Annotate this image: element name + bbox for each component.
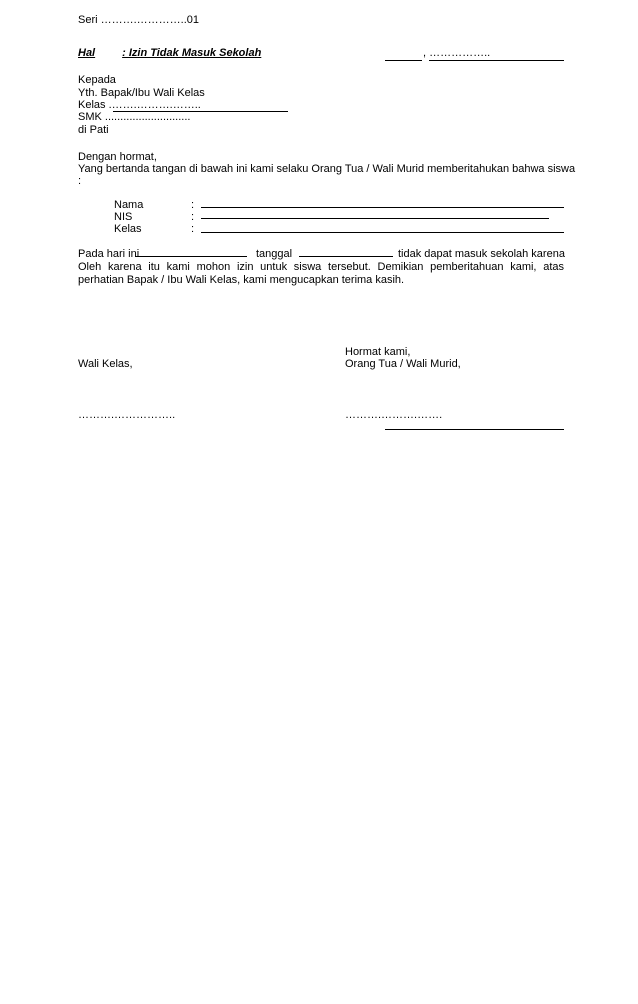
field-sep-nama: : <box>191 199 195 211</box>
statement: Yang bertanda tangan di bawah ini kami selaku Orang Tua / Wali Murid memberitahukan bahwa siswa <box>78 163 576 175</box>
field-label-nama: Nama <box>114 199 144 211</box>
field-sep-kelas: : <box>191 223 195 235</box>
wali-kelas-label: Wali Kelas, <box>78 358 133 370</box>
orang-tua-signature-dots: ……….……….……. <box>345 409 443 421</box>
field-line-nis <box>201 218 549 219</box>
hormat-kami: Hormat kami, <box>345 346 411 358</box>
field-line-nama <box>201 207 564 208</box>
recipient-smk: SMK ............................ <box>78 111 191 123</box>
recipient-title: Yth. Bapak/Ibu Wali Kelas <box>78 87 205 99</box>
field-line-kelas <box>201 232 564 233</box>
subject-label: Hal : Izin Tidak Masuk Sekolah <box>78 47 262 59</box>
recipient-kelas: Kelas .…….……….…….. <box>78 99 201 111</box>
wali-kelas-signature-dots: ……….…………….. <box>78 409 176 421</box>
field-sep-nis: : <box>191 211 195 223</box>
place-date: , …………….. <box>423 47 491 59</box>
field-label-kelas: Kelas <box>114 223 142 235</box>
greeting: Dengan hormat, <box>78 151 157 163</box>
date-blank-line <box>429 60 564 61</box>
place-blank-line <box>385 60 422 61</box>
recipient-kepada: Kepada <box>78 74 116 86</box>
closing-paragraph: Oleh karena itu kami mohon izin untuk siswa tersebut. Demikian pemberitahuan kami, atas perhatian Bapak / Ibu Wali Kelas, kami mengucapkan terima kasih. <box>78 261 564 286</box>
absence-reason: tidak dapat masuk sekolah karena <box>398 248 565 260</box>
field-label-nis: NIS <box>114 211 133 223</box>
orang-tua-label: Orang Tua / Wali Murid, <box>345 358 461 370</box>
tanggal-label: tanggal <box>256 248 293 260</box>
pada-hari-ini: Pada hari ini <box>78 248 140 260</box>
tanggal-blank-line <box>299 256 393 257</box>
hari-blank-line <box>135 256 247 257</box>
statement-colon: : <box>78 175 82 187</box>
serial-number: Seri ……….…………..01 <box>78 14 200 26</box>
recipient-city: di Pati <box>78 124 109 136</box>
signature-line <box>385 429 564 430</box>
